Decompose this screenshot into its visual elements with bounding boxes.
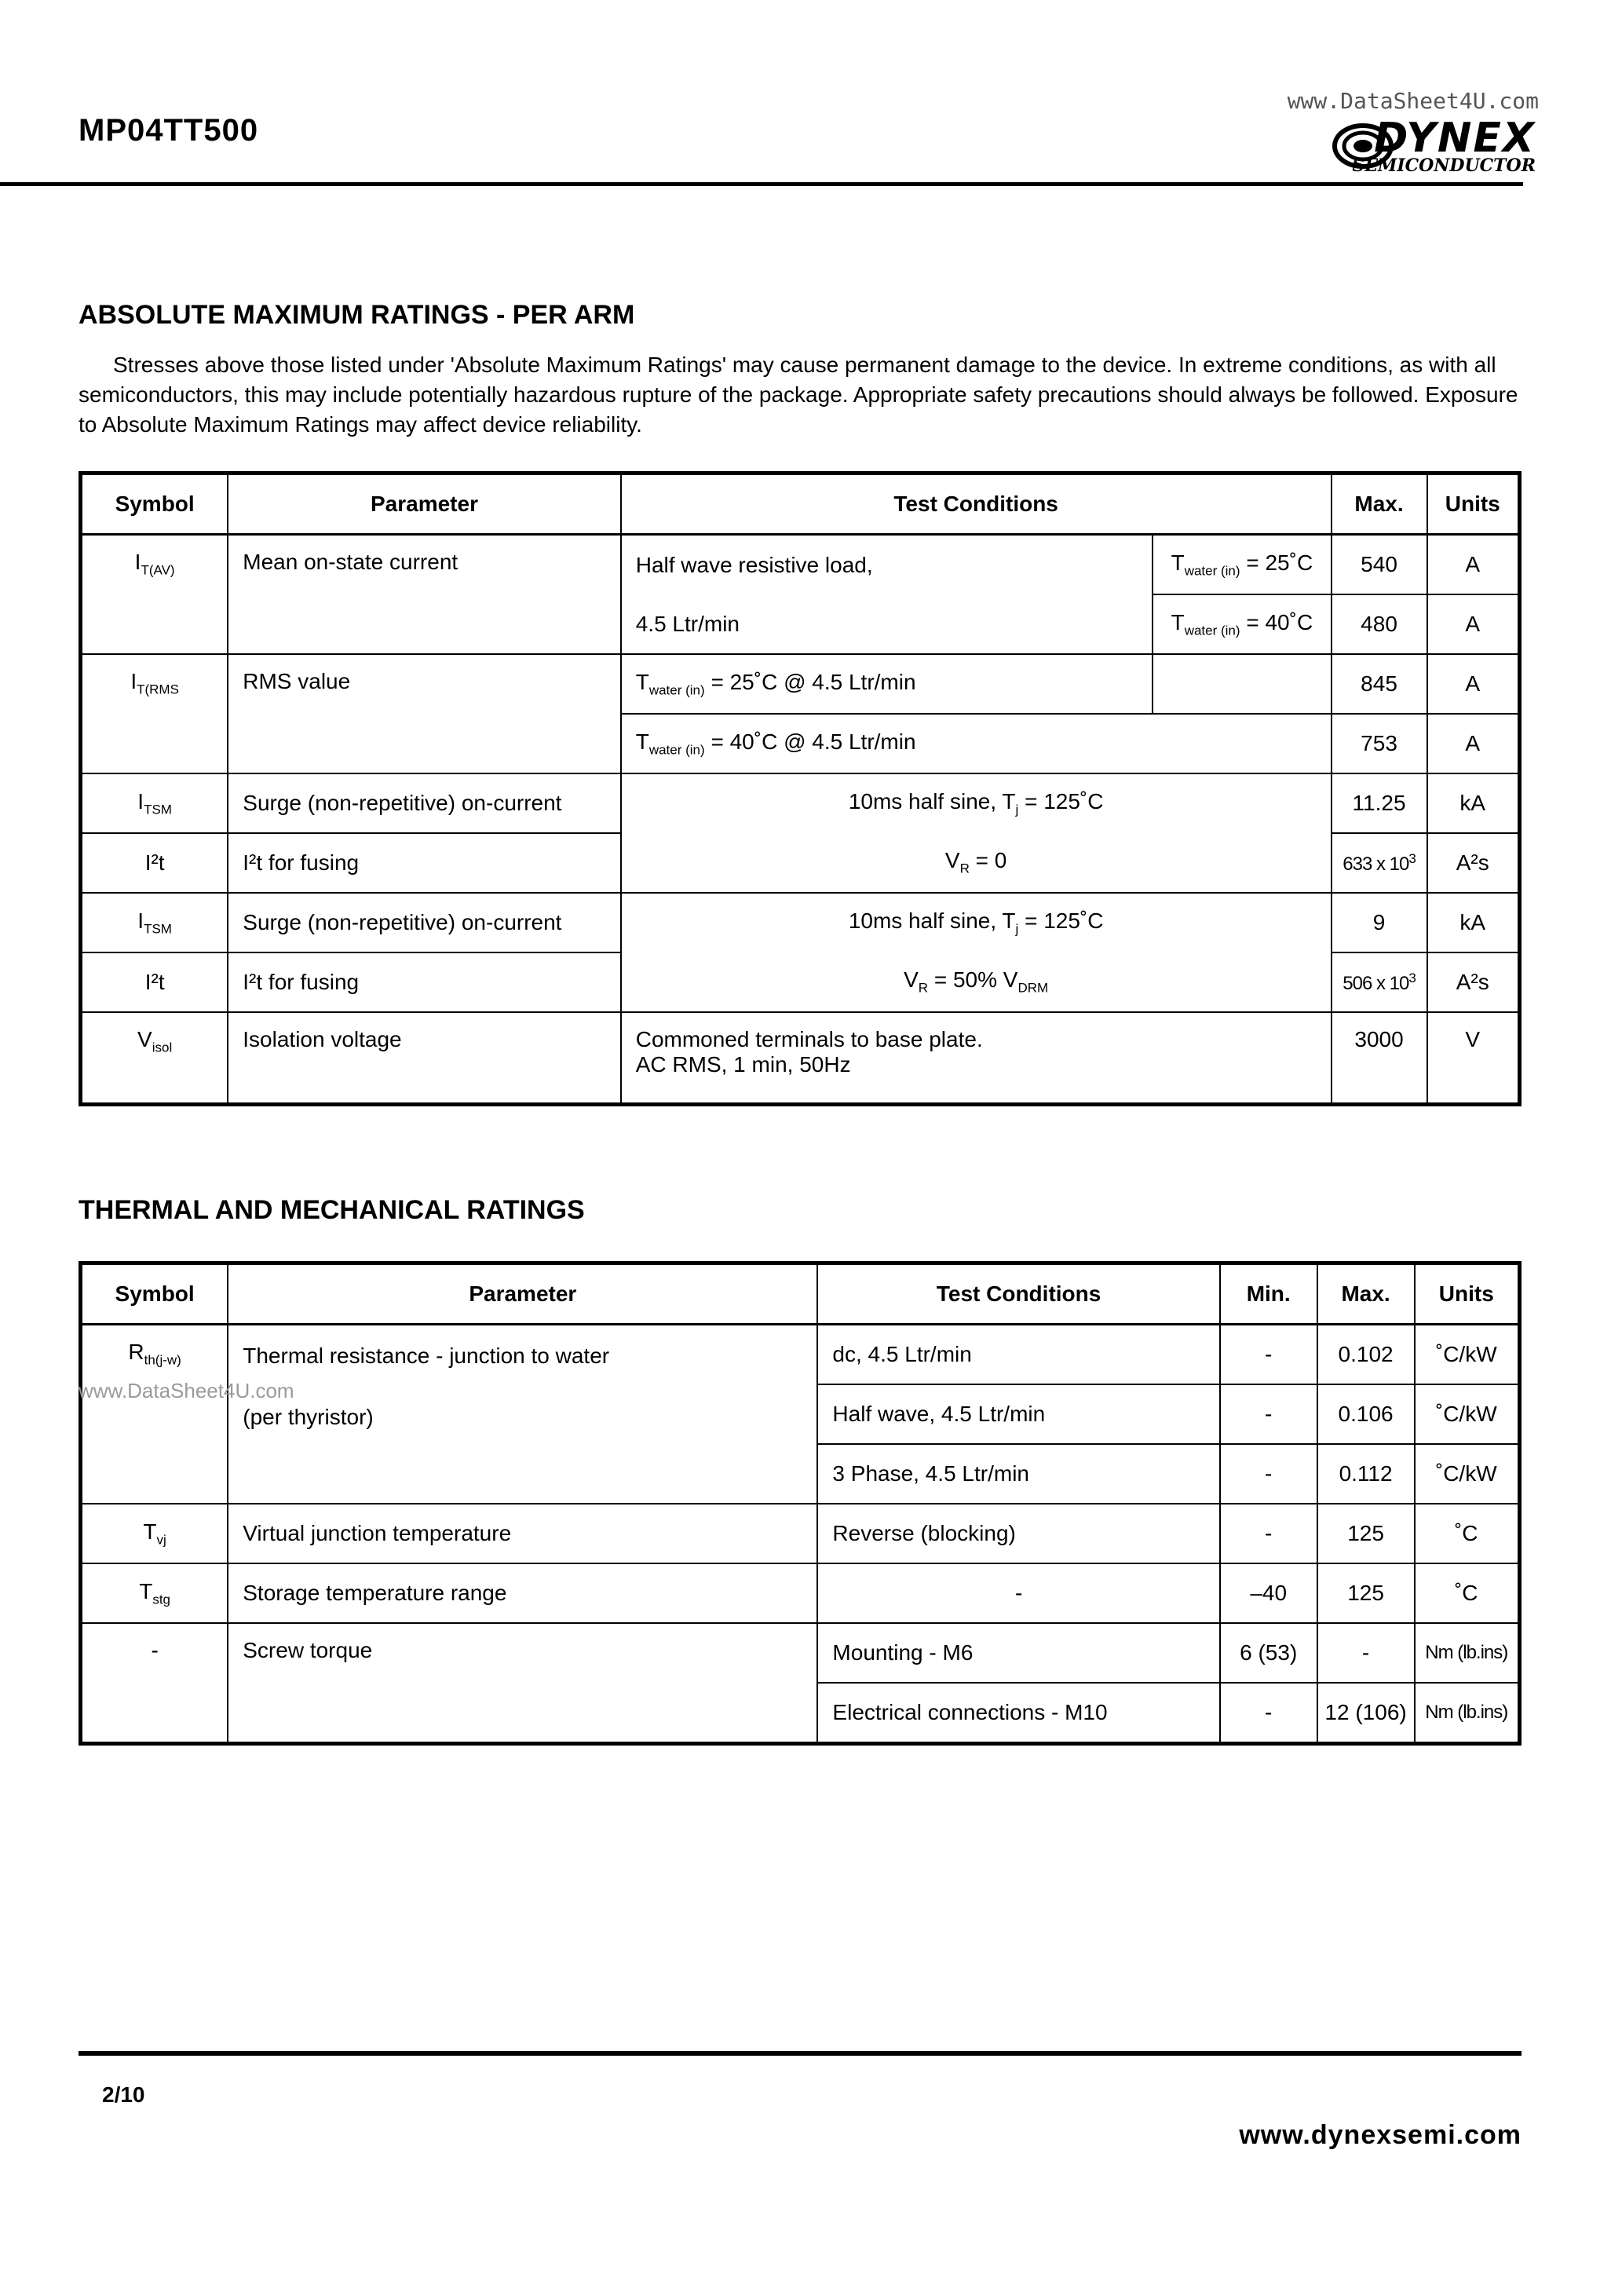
header-units: Units <box>1427 473 1520 535</box>
parameter-cell: RMS value <box>228 654 620 773</box>
table-row <box>81 1623 1520 1683</box>
condition-cell: - <box>817 1563 1219 1623</box>
symbol-cell: I²t <box>81 833 228 893</box>
footer-rule <box>79 2051 1522 2056</box>
min-cell: - <box>1220 1325 1317 1385</box>
min-cell: - <box>1220 1683 1317 1744</box>
min-cell: - <box>1220 1504 1317 1563</box>
symbol-cell: $I_{TSM}$ <box>81 773 228 833</box>
symbol-cell: $I_{T(AV)}$ <box>81 535 228 655</box>
units-cell: V <box>1427 1012 1520 1105</box>
table-row <box>81 1504 1520 1563</box>
units-cell: ˚C/kW <box>1415 1444 1520 1504</box>
condition-cell: Electrical connections - M10 <box>817 1683 1219 1744</box>
table-row <box>81 833 1520 893</box>
min-cell: 6 (53) <box>1220 1623 1317 1683</box>
max-cell: 125 <box>1317 1563 1415 1623</box>
max-cell: 0.106 <box>1317 1384 1415 1444</box>
max-cell: 3000 <box>1332 1012 1427 1105</box>
min-cell: –40 <box>1220 1563 1317 1623</box>
min-cell: - <box>1220 1444 1317 1504</box>
absolute-max-ratings-table <box>79 471 1522 1106</box>
units-cell: kA <box>1427 893 1520 952</box>
table-row <box>81 1563 1520 1623</box>
units-cell: A <box>1427 535 1520 595</box>
max-cell: 540 <box>1332 535 1427 595</box>
units-cell: A <box>1427 594 1520 654</box>
section-title-absolute-max: ABSOLUTE MAXIMUM RATINGS - PER ARM <box>79 300 635 330</box>
min-cell: - <box>1220 1384 1317 1444</box>
thermal-mechanical-table <box>79 1261 1522 1746</box>
header-max: Max. <box>1317 1263 1415 1325</box>
symbol-cell: $T_{stg}$ <box>81 1563 228 1623</box>
brand-subtitle: SEMICONDUCTOR <box>1352 155 1536 176</box>
brand-logo <box>1300 115 1536 177</box>
header-rule <box>0 182 1523 186</box>
header-symbol: Symbol <box>81 1263 228 1325</box>
parameter-cell: I²t for fusing <box>228 952 620 1012</box>
parameter-cell: Isolation voltage <box>228 1012 620 1105</box>
symbol-cell: $R_{th(j-w)}$ <box>81 1325 228 1504</box>
table-header-row <box>81 473 1520 535</box>
symbol-cell: $T_{vj}$ <box>81 1504 228 1563</box>
max-cell: 845 <box>1332 654 1427 714</box>
symbol-cell: - <box>81 1623 228 1744</box>
header-min: Min. <box>1220 1263 1317 1325</box>
header-symbol: Symbol <box>81 473 228 535</box>
watermark-url: www.DataSheet4U.com <box>1287 88 1539 114</box>
table-row <box>81 1325 1520 1385</box>
max-cell: 753 <box>1332 714 1427 773</box>
symbol-cell: $I_{TSM}$ <box>81 893 228 952</box>
condition-cell: Reverse (blocking) <box>817 1504 1219 1563</box>
condition-cell: $V_R = 50\%$ $V_{DRM}$ <box>621 952 1332 1012</box>
table-row <box>81 952 1520 1012</box>
table-row <box>81 654 1520 714</box>
max-cell: - <box>1317 1623 1415 1683</box>
table-watermark: www.DataSheet4U.com <box>79 1379 294 1402</box>
condition-cell: $T_{water (in)}$ = 25˚C @ 4.5 Ltr/min <box>621 654 1153 714</box>
condition-cell: $V_R = 0$ <box>621 833 1332 893</box>
header-parameter: Parameter <box>228 473 620 535</box>
header-units: Units <box>1415 1263 1520 1325</box>
units-cell: ˚C/kW <box>1415 1325 1520 1385</box>
units-cell: A <box>1427 714 1520 773</box>
part-number: MP04TT500 <box>79 113 259 148</box>
intro-paragraph: Stresses above those listed under 'Absolute Maximum Ratings' may cause permanent damage to the device. In extreme conditions, as with all semiconductors, this may include potentially hazardous rupture of the package. Appropriate safety precautions should always be followed. Exposure to Absolute Maximum Ratings may affect device reliability. <box>79 353 1518 437</box>
header-test-conditions: Test Conditions <box>817 1263 1219 1325</box>
condition-temp-cell: $T_{water (in)}$ = 40˚C <box>1153 594 1331 654</box>
max-cell: 506 x $10^3$ <box>1332 952 1427 1012</box>
table-row <box>81 535 1520 595</box>
page-number: 2/10 <box>102 2082 145 2107</box>
parameter-cell: Surge (non-repetitive) on-current <box>228 773 620 833</box>
section-title-thermal: THERMAL AND MECHANICAL RATINGS <box>79 1195 585 1225</box>
max-cell: 125 <box>1317 1504 1415 1563</box>
max-cell: 9 <box>1332 893 1427 952</box>
units-cell: ˚C <box>1415 1563 1520 1623</box>
max-cell: 633 x $10^3$ <box>1332 833 1427 893</box>
condition-temp-cell: $T_{water (in)}$ = 25˚C <box>1153 535 1331 595</box>
table-row <box>81 773 1520 833</box>
units-cell: kA <box>1427 773 1520 833</box>
units-cell: A²s <box>1427 952 1520 1012</box>
units-cell: Nm (lb.ins) <box>1415 1683 1520 1744</box>
parameter-cell: Virtual junction temperature <box>228 1504 817 1563</box>
condition-cell: Half wave, 4.5 Ltr/min <box>817 1384 1219 1444</box>
max-cell: 0.112 <box>1317 1444 1415 1504</box>
parameter-cell: I²t for fusing <box>228 833 620 893</box>
header-test-conditions: Test Conditions <box>621 473 1332 535</box>
symbol-cell: $V_{isol}$ <box>81 1012 228 1105</box>
condition-cell: 10ms half sine, $T_j$ = 125˚C <box>621 773 1332 833</box>
parameter-cell: Surge (non-repetitive) on-current <box>228 893 620 952</box>
table-row <box>81 893 1520 952</box>
parameter-cell: Screw torque <box>228 1623 817 1744</box>
parameter-cell: Thermal resistance - junction to water (per thyristor) <box>228 1325 817 1504</box>
empty-cell <box>1153 654 1331 714</box>
table-header-row <box>81 1263 1520 1325</box>
condition-cell: Mounting - M6 <box>817 1623 1219 1683</box>
footer-website: www.dynexsemi.com <box>1239 2120 1522 2150</box>
units-cell: ˚C/kW <box>1415 1384 1520 1444</box>
condition-cell: Half wave resistive load, <box>621 535 1153 595</box>
condition-cell: dc, 4.5 Ltr/min <box>817 1325 1219 1385</box>
condition-cell: 3 Phase, 4.5 Ltr/min <box>817 1444 1219 1504</box>
table-row <box>81 1012 1520 1105</box>
symbol-cell: $I_{T(RMS}$ <box>81 654 228 773</box>
brand-name: DYNEX <box>1374 115 1536 162</box>
max-cell: 0.102 <box>1317 1325 1415 1385</box>
condition-cell: 4.5 Ltr/min <box>621 594 1153 654</box>
parameter-cell: Storage temperature range <box>228 1563 817 1623</box>
condition-cell: $T_{water (in)}$ = 40˚C @ 4.5 Ltr/min <box>621 714 1332 773</box>
condition-cell: 10ms half sine, $T_j$ = 125˚C <box>621 893 1332 952</box>
symbol-cell: I²t <box>81 952 228 1012</box>
units-cell: Nm (lb.ins) <box>1415 1623 1520 1683</box>
condition-cell: Commoned terminals to base plate. AC RMS, 1 min, 50Hz <box>621 1012 1332 1105</box>
units-cell: A²s <box>1427 833 1520 893</box>
units-cell: ˚C <box>1415 1504 1520 1563</box>
header-max: Max. <box>1332 473 1427 535</box>
max-cell: 12 (106) <box>1317 1683 1415 1744</box>
max-cell: 480 <box>1332 594 1427 654</box>
max-cell: 11.25 <box>1332 773 1427 833</box>
parameter-cell: Mean on-state current <box>228 535 620 655</box>
header-parameter: Parameter <box>228 1263 817 1325</box>
units-cell: A <box>1427 654 1520 714</box>
